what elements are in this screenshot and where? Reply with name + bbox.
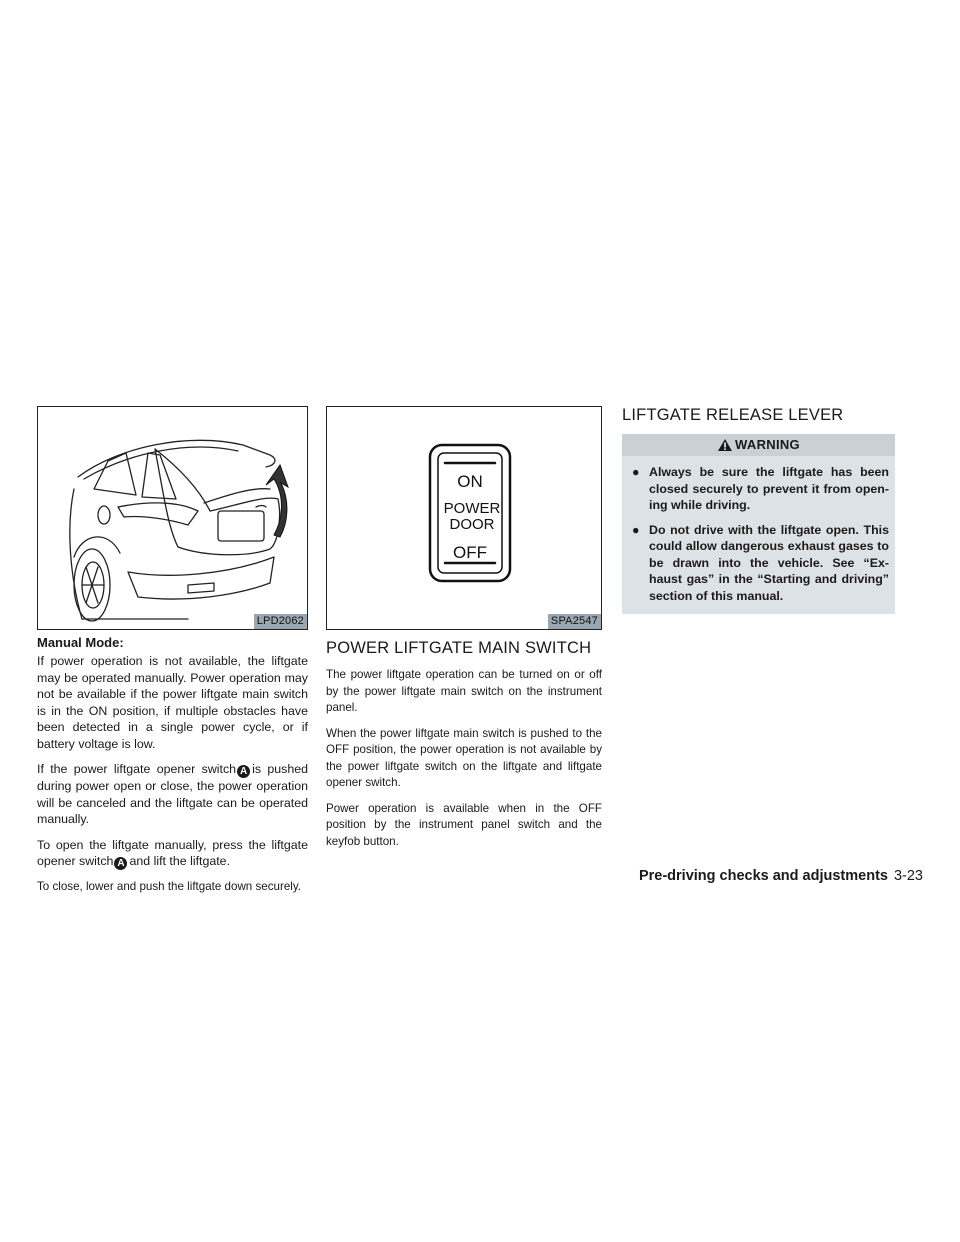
switch-power-text: POWER (443, 500, 501, 517)
manual-mode-paragraph-3 (37, 837, 308, 871)
footer-section-title: Pre-driving checks and adjustments (638, 868, 888, 884)
switch-illustration (326, 406, 602, 630)
main-switch-paragraph-2: When the power liftgate main switch is pushed to the OFF position, the power operation is not available by the power liftgate switch on the liftgate and liftgate opener switch. (326, 726, 602, 789)
warning-header (622, 434, 895, 456)
paragraph-2-start: If the power liftgate opener switch (37, 762, 237, 776)
warning-box (622, 434, 895, 614)
paragraph-2-end: is pushed during power open or close, the power operation will be canceled and the liftgate can be operated manually. (37, 762, 308, 826)
manual-mode-paragraph-4: To close, lower and push the liftgate down securely. (37, 880, 302, 893)
manual-mode-paragraph-1: If power operation is not available, the liftgate may be operated manually. Power operation may not be available if the power liftgate main switch is in the ON position, if multiple obstacles have been detected in a single power cycle, or if battery voltage is low. (37, 654, 308, 751)
switch-off-text: OFF (453, 543, 487, 562)
bullet-icon: ● (632, 522, 640, 537)
liftgate-illustration (37, 406, 308, 630)
warning-triangle-icon (717, 438, 733, 452)
warning-label: WARNING (735, 437, 800, 452)
warning-item (622, 464, 895, 514)
callout-a-icon: A (237, 765, 250, 778)
paragraph-3-end: and lift the liftgate. (129, 854, 231, 868)
figure-label: SPA2547 (548, 614, 601, 629)
switch-door-text: DOOR (449, 516, 495, 533)
paragraph-3-start: To open the liftgate manually, press the liftgate opener switch (37, 837, 308, 868)
warning-item (622, 522, 895, 605)
release-lever-title: LIFTGATE RELEASE LEVER (622, 406, 844, 424)
manual-mode-paragraph-2 (37, 761, 308, 828)
main-switch-paragraph-1: The power liftgate operation can be turned on or off by the power liftgate main switch on the instrument panel. (326, 668, 602, 714)
main-switch-title: POWER LIFTGATE MAIN SWITCH (326, 639, 592, 657)
main-switch-paragraph-3: Power operation is available when in the OFF position by the instrument panel switch and the keyfob button. (326, 801, 602, 848)
switch-on-text: ON (457, 472, 483, 491)
right-column (622, 406, 895, 614)
bullet-icon: ● (632, 465, 640, 479)
warning-item-text: Always be sure the liftgate has been closed securely to prevent it from open- ing while driving. (649, 465, 889, 512)
liftgate-drawing (38, 407, 307, 629)
callout-a-icon: A (114, 857, 127, 870)
warning-item-text: Do not drive with the liftgate open. This could allow dangerous exhaust gases to be drawn into the vehicle. See “Ex- haust gas” in the “Starting and driving” section of this manual. (649, 522, 889, 603)
middle-column (326, 406, 602, 859)
left-column (37, 406, 308, 905)
figure-label: LPD2062 (254, 614, 307, 629)
page-footer (639, 868, 923, 884)
power-door-switch-drawing (327, 407, 601, 629)
manual-mode-heading: Manual Mode: (37, 635, 124, 650)
page-number: 3-23 (893, 868, 923, 884)
